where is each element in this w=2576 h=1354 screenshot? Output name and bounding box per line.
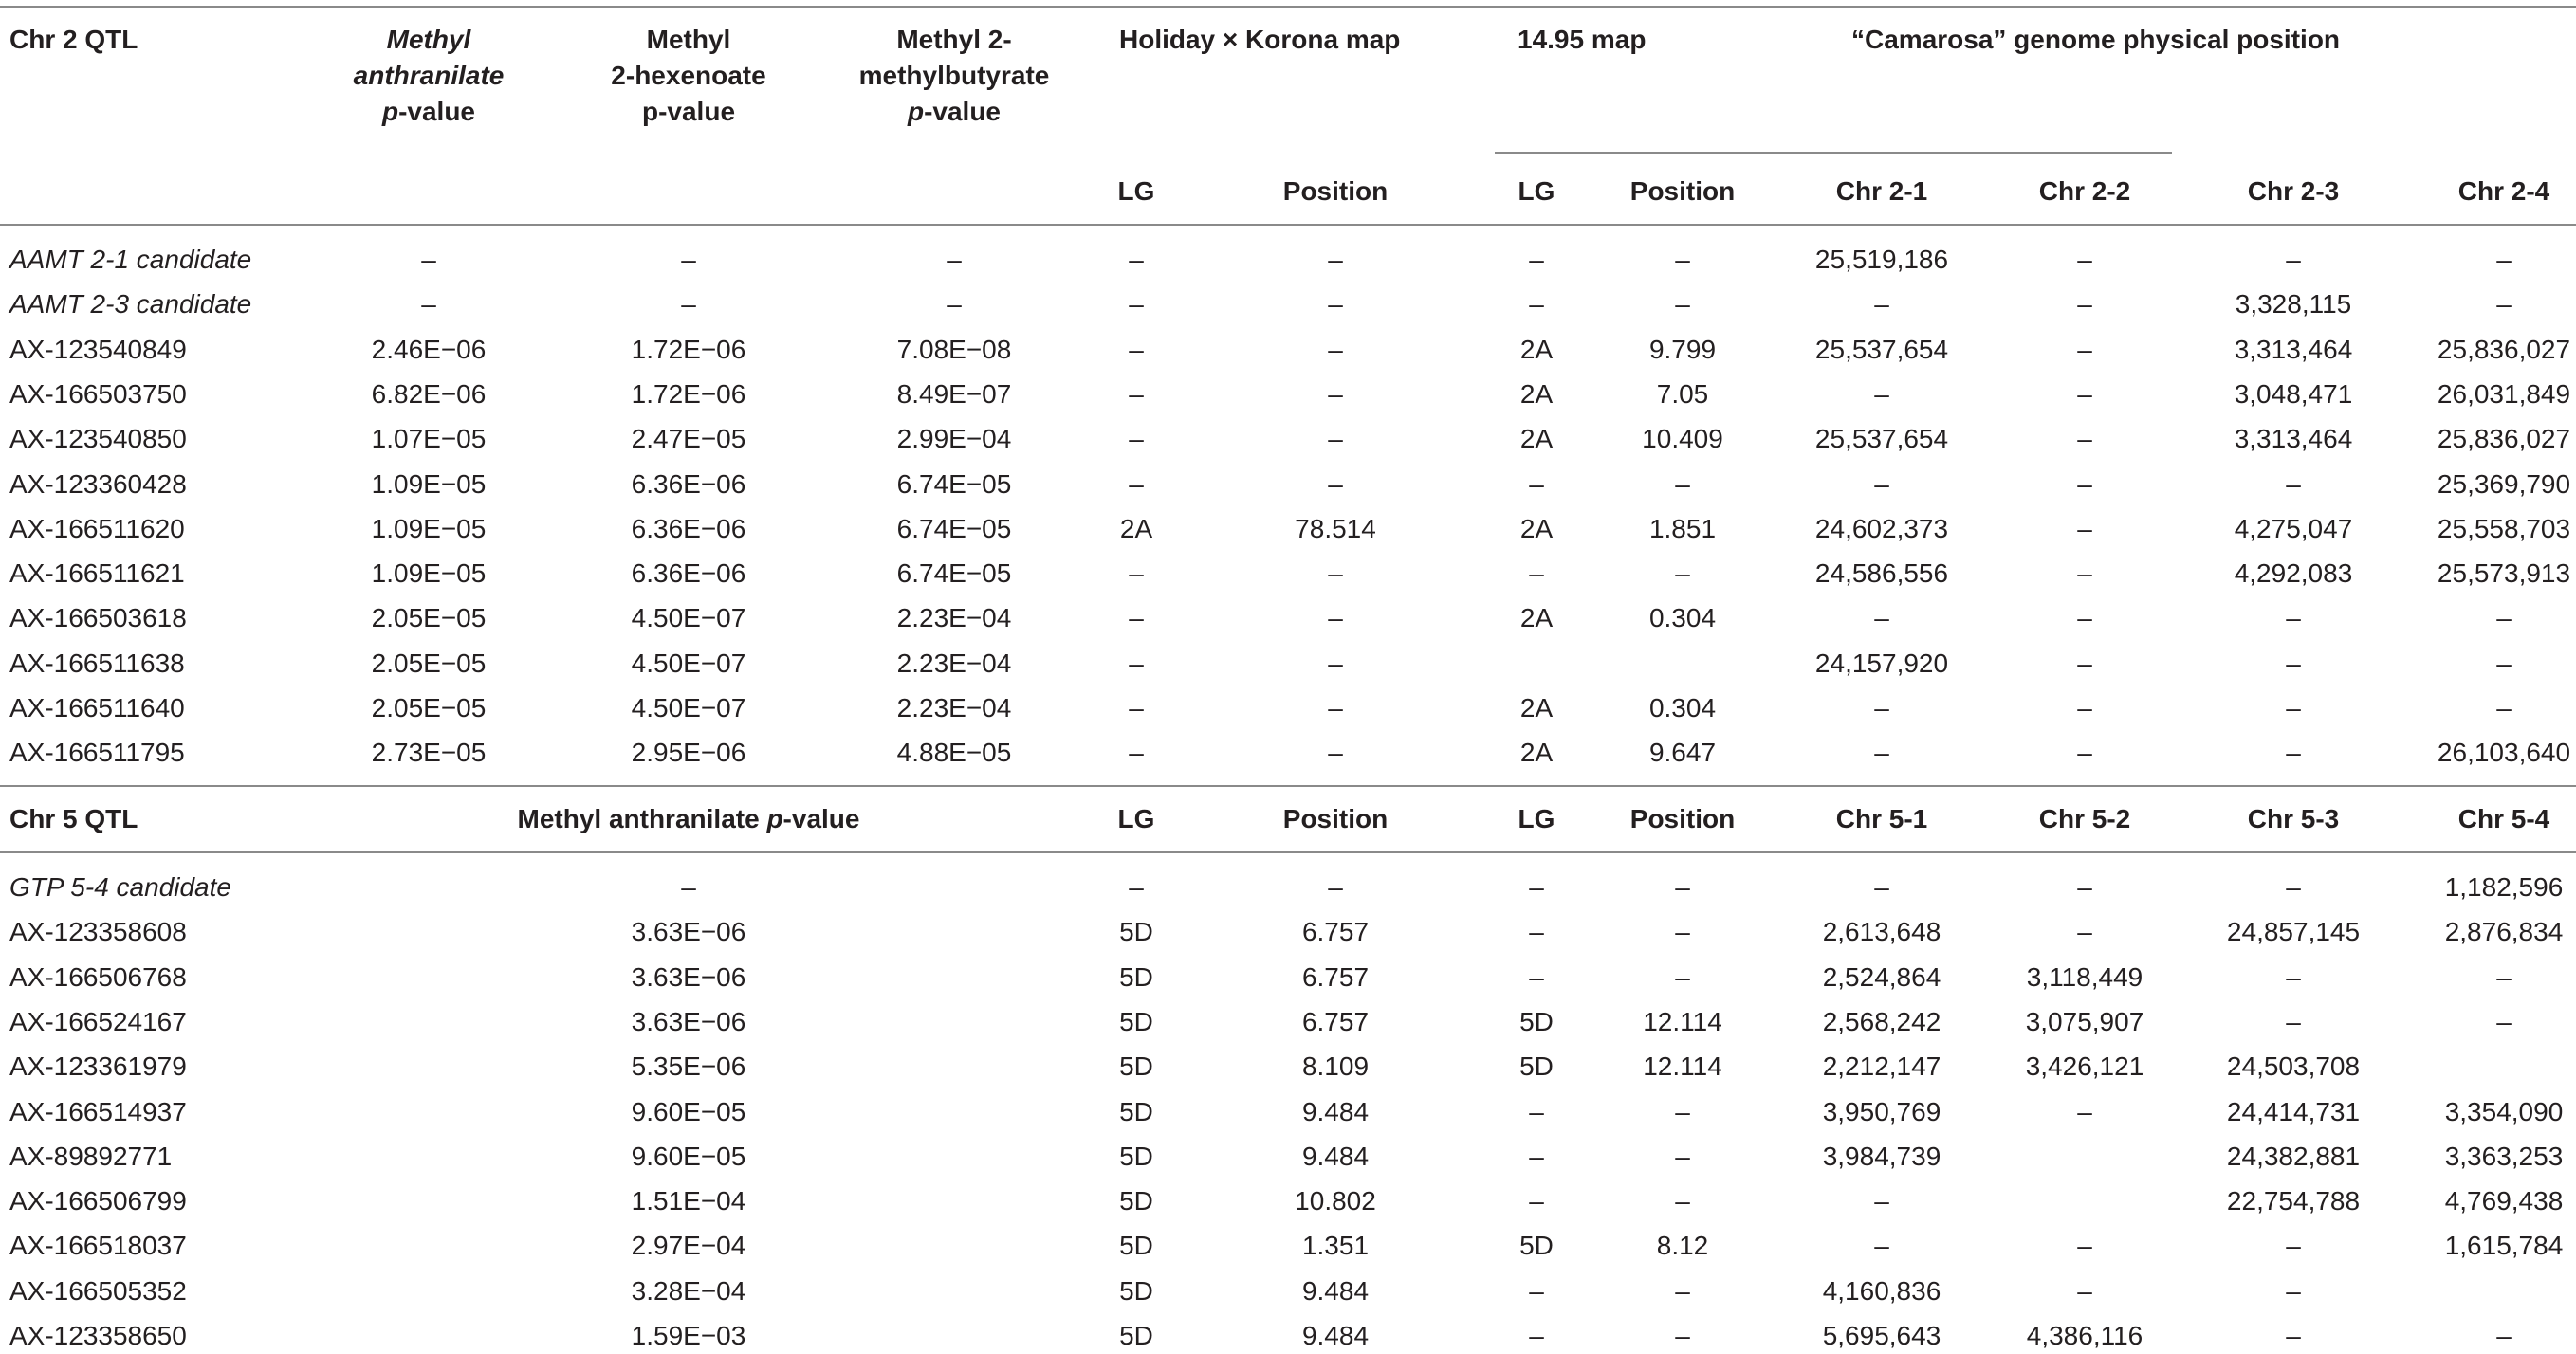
table-cell: 7.08E−08: [896, 335, 1012, 364]
table-cell: –: [2077, 693, 2092, 723]
table-cell: 3,118,449: [2026, 962, 2144, 992]
header-text-part: -value: [782, 804, 860, 833]
table-cell: 9.60E−05: [631, 1142, 746, 1171]
header-text-part: p: [381, 97, 399, 126]
chr5-subheader-0: LG: [1117, 804, 1155, 833]
row-label: AX-166511638: [9, 649, 185, 678]
table-cell: –: [1129, 649, 1144, 678]
table-cell: 2.97E−04: [631, 1231, 746, 1260]
table-cell: –: [1529, 245, 1544, 274]
table-cell: –: [1129, 469, 1144, 499]
row-label: AX-166505352: [9, 1276, 187, 1306]
table-cell: –: [2286, 603, 2301, 632]
table-cell: 4.50E−07: [631, 693, 746, 723]
table-cell: 6.36E−06: [631, 558, 746, 588]
table-cell: 6.74E−05: [896, 469, 1012, 499]
table-cell: –: [2077, 379, 2092, 409]
table-cell: 2.23E−04: [896, 693, 1012, 723]
chr5-header-rule: [0, 851, 2576, 853]
table-cell: –: [681, 245, 696, 274]
table-cell: –: [1529, 872, 1544, 902]
table-cell: –: [1129, 558, 1144, 588]
chr5-title: Chr 5 QTL: [9, 804, 138, 833]
table-cell: 78.514: [1295, 514, 1376, 543]
row-label: AX-166524167: [9, 1007, 187, 1036]
table-cell: –: [2286, 872, 2301, 902]
table-cell: 9.60E−05: [631, 1097, 746, 1126]
table-cell: –: [1675, 1321, 1690, 1350]
table-cell: –: [1129, 603, 1144, 632]
table-cell: 2A: [1519, 424, 1554, 453]
table-cell: 6.74E−05: [896, 514, 1012, 543]
table-cell: 5D: [1119, 1231, 1153, 1260]
table-cell: 1.72E−06: [631, 335, 746, 364]
table-cell: 1.07E−05: [371, 424, 487, 453]
table-cell: 24,414,731: [2226, 1097, 2361, 1126]
table-cell: –: [681, 872, 696, 902]
table-cell: 2A: [1519, 379, 1554, 409]
table-cell: 1,182,596: [2444, 872, 2564, 902]
table-cell: 5D: [1119, 1142, 1153, 1171]
table-cell: 6.82E−06: [371, 379, 487, 409]
table-cell: –: [1874, 289, 1889, 319]
table-cell: 9.799: [1648, 335, 1717, 364]
row-label: AX-123358650: [9, 1321, 187, 1350]
header-text-part: p: [766, 804, 783, 833]
table-cell: 2,524,864: [1822, 962, 1941, 992]
table-cell: 6.74E−05: [896, 558, 1012, 588]
table-cell: 24,382,881: [2226, 1142, 2361, 1171]
table-cell: –: [1675, 469, 1690, 499]
table-cell: 4.50E−07: [631, 649, 746, 678]
table-cell: –: [2286, 1321, 2301, 1350]
table-cell: 3,363,253: [2444, 1142, 2564, 1171]
table-cell: –: [1675, 917, 1690, 946]
table-cell: 1.72E−06: [631, 379, 746, 409]
table-cell: 2.47E−05: [631, 424, 746, 453]
table-cell: –: [1675, 1276, 1690, 1306]
table-cell: –: [2077, 1097, 2092, 1126]
chr5-subheader-3: Position: [1629, 804, 1736, 833]
row-label: GTP 5-4 candidate: [9, 872, 231, 902]
table-cell: 25,537,654: [1814, 424, 1949, 453]
table-cell: –: [1529, 1186, 1544, 1216]
table-cell: –: [2496, 649, 2512, 678]
table-cell: –: [2077, 1231, 2092, 1260]
subheader-4: Chr 2-1: [1835, 176, 1928, 206]
table-cell: –: [2077, 738, 2092, 767]
subheader-2: LG: [1518, 176, 1555, 206]
subheader-3: Position: [1629, 176, 1736, 206]
table-cell: 25,558,703: [2437, 514, 2571, 543]
table-cell: –: [2077, 872, 2092, 902]
table-cell: 2A: [1519, 738, 1554, 767]
table-cell: –: [1529, 558, 1544, 588]
table-cell: 9.647: [1648, 738, 1717, 767]
table-cell: 5D: [1119, 1186, 1153, 1216]
table-cell: 4,769,438: [2444, 1186, 2564, 1216]
chr5-subheader-4: Chr 5-1: [1835, 804, 1928, 833]
table-cell: 1.51E−04: [631, 1186, 746, 1216]
row-label: AX-166511620: [9, 514, 185, 543]
header-mb-line1: Methyl 2-: [896, 25, 1012, 54]
table-cell: 24,857,145: [2226, 917, 2361, 946]
table-cell: –: [2077, 649, 2092, 678]
header-1495-map: 14.95 map: [1518, 25, 1647, 54]
table-cell: –: [2077, 335, 2092, 364]
table-cell: 5D: [1119, 962, 1153, 992]
table-cell: 24,503,708: [2226, 1052, 2361, 1081]
header-text-part: -value: [398, 97, 476, 126]
table-cell: 9.484: [1301, 1097, 1370, 1126]
row-label: AAMT 2-1 candidate: [9, 245, 252, 274]
table-cell: 3,426,121: [2025, 1052, 2144, 1081]
table-cell: 8.109: [1301, 1052, 1370, 1081]
table-cell: 2A: [1519, 603, 1554, 632]
table-cell: –: [1675, 872, 1690, 902]
table-cell: 6.757: [1301, 962, 1370, 992]
chr2-title: Chr 2 QTL: [9, 25, 138, 54]
table-cell: –: [2286, 1231, 2301, 1260]
table-cell: –: [1874, 469, 1889, 499]
table-cell: 12.114: [1643, 1007, 1722, 1036]
header-ma-line2: anthranilate: [353, 61, 505, 90]
table-cell: –: [1675, 1142, 1690, 1171]
table-cell: 3,984,739: [1822, 1142, 1941, 1171]
table-cell: 3.63E−06: [631, 962, 746, 992]
table-cell: 25,836,027: [2437, 335, 2571, 364]
table-cell: 2.05E−05: [371, 603, 487, 632]
table-cell: 26,103,640: [2437, 738, 2571, 767]
table-cell: –: [2077, 603, 2092, 632]
table-cell: 8.49E−07: [896, 379, 1012, 409]
table-cell: –: [1874, 693, 1889, 723]
table-cell: 25,836,027: [2437, 424, 2571, 453]
table-cell: –: [1129, 379, 1144, 409]
chr5-subheader-7: Chr 5-4: [2457, 804, 2550, 833]
table-cell: 6.757: [1301, 917, 1370, 946]
row-label: AX-166518037: [9, 1231, 187, 1260]
table-cell: 6.36E−06: [631, 469, 746, 499]
table-cell: 25,369,790: [2437, 469, 2571, 499]
table-cell: –: [1328, 603, 1343, 632]
table-cell: 5D: [1119, 1321, 1153, 1350]
table-cell: 1.09E−05: [371, 558, 487, 588]
table-cell: –: [1129, 693, 1144, 723]
table-cell: –: [1675, 962, 1690, 992]
subheader-0: LG: [1117, 176, 1155, 206]
chr5-header-ma: [451, 802, 926, 836]
table-cell: 2.23E−04: [896, 649, 1012, 678]
table-cell: –: [1874, 379, 1889, 409]
table-cell: 2A: [1519, 514, 1554, 543]
table-cell: –: [2077, 245, 2092, 274]
subheader-5: Chr 2-2: [2038, 176, 2131, 206]
header-ma-line3: [286, 95, 571, 129]
chr2-header-rule: [0, 224, 2576, 226]
table-cell: –: [2496, 1007, 2512, 1036]
table-cell: 3,328,115: [2235, 289, 2352, 319]
table-cell: –: [1529, 1142, 1544, 1171]
table-cell: 10.802: [1295, 1186, 1376, 1216]
table-cell: 1,615,784: [2444, 1231, 2564, 1260]
table-cell: –: [1328, 558, 1343, 588]
table-cell: –: [1328, 693, 1343, 723]
header-ma-line1: Methyl: [386, 25, 471, 54]
row-label: AX-166514937: [9, 1097, 187, 1126]
table-cell: –: [1675, 245, 1690, 274]
table-cell: 22,754,788: [2226, 1186, 2361, 1216]
table-cell: –: [1328, 289, 1343, 319]
table-cell: –: [681, 289, 696, 319]
table-cell: –: [1675, 289, 1690, 319]
table-cell: 3.63E−06: [631, 1007, 746, 1036]
table-cell: –: [1328, 738, 1343, 767]
table-cell: –: [1328, 335, 1343, 364]
table-cell: 2,876,834: [2444, 917, 2564, 946]
row-label: AX-166503750: [9, 379, 187, 409]
table-cell: 26,031,849: [2437, 379, 2571, 409]
table-cell: 2A: [1519, 693, 1554, 723]
table-cell: –: [1328, 649, 1343, 678]
table-cell: –: [1675, 558, 1690, 588]
table-cell: 5D: [1119, 1052, 1153, 1081]
row-label: AX-166511640: [9, 693, 185, 723]
table-cell: –: [2286, 962, 2301, 992]
table-cell: 2.95E−06: [631, 738, 746, 767]
table-cell: –: [1874, 1231, 1889, 1260]
table-cell: –: [1129, 289, 1144, 319]
table-cell: 5D: [1119, 1007, 1153, 1036]
table-cell: 0.304: [1648, 693, 1717, 723]
row-label: AX-123540850: [9, 424, 187, 453]
table-cell: 24,586,556: [1814, 558, 1949, 588]
table-cell: 5D: [1119, 917, 1153, 946]
table-cell: 7.05: [1656, 379, 1709, 409]
table-cell: 5D: [1119, 1276, 1153, 1306]
table-cell: 1.09E−05: [371, 514, 487, 543]
table-cell: –: [1529, 962, 1544, 992]
table-cell: –: [1129, 424, 1144, 453]
table-cell: 3,313,464: [2234, 335, 2353, 364]
table-cell: –: [421, 245, 436, 274]
table-cell: –: [2077, 1276, 2092, 1306]
row-label: AAMT 2-3 candidate: [9, 289, 252, 319]
table-cell: –: [2286, 738, 2301, 767]
table-cell: 3.28E−04: [631, 1276, 746, 1306]
table-cell: –: [2286, 693, 2301, 723]
table-cell: 4,160,836: [1822, 1276, 1941, 1306]
table-cell: 4.50E−07: [631, 603, 746, 632]
table-cell: –: [2496, 603, 2512, 632]
table-cell: 2,613,648: [1822, 917, 1941, 946]
subheader-7: Chr 2-4: [2457, 176, 2550, 206]
table-cell: –: [1129, 245, 1144, 274]
table-cell: –: [2077, 514, 2092, 543]
table-cell: 5D: [1119, 1097, 1153, 1126]
table-cell: 8.12: [1656, 1231, 1709, 1260]
table-cell: 3,313,464: [2234, 424, 2353, 453]
table-cell: –: [947, 245, 962, 274]
chr5-subheader-6: Chr 5-3: [2247, 804, 2340, 833]
header-hex-line1: Methyl: [646, 25, 731, 54]
table-cell: 4,292,083: [2234, 558, 2353, 588]
table-cell: 3,354,090: [2444, 1097, 2564, 1126]
table-cell: –: [421, 289, 436, 319]
table-cell: –: [2496, 245, 2512, 274]
table-cell: 2.05E−05: [371, 693, 487, 723]
table-cell: –: [1529, 289, 1544, 319]
table-cell: 2.46E−06: [371, 335, 487, 364]
table-cell: 4,275,047: [2234, 514, 2353, 543]
row-label: AX-123358608: [9, 917, 187, 946]
table-cell: –: [1529, 469, 1544, 499]
header-hex-line2: 2-hexenoate: [611, 61, 766, 90]
table-cell: 6.757: [1301, 1007, 1370, 1036]
table-cell: 6.36E−06: [631, 514, 746, 543]
table-cell: –: [1874, 1186, 1889, 1216]
subheader-1: Position: [1282, 176, 1389, 206]
top-rule: [0, 6, 2576, 8]
table-cell: 2.05E−05: [371, 649, 487, 678]
chr5-top-rule: [0, 785, 2576, 787]
header-camarosa-position: “Camarosa” genome physical position: [1851, 25, 2341, 54]
row-label: AX-123540849: [9, 335, 187, 364]
table-cell: –: [1529, 1321, 1544, 1350]
chr5-subheader-2: LG: [1518, 804, 1555, 833]
row-label: AX-89892771: [9, 1142, 173, 1171]
table-cell: –: [947, 289, 962, 319]
table-cell: 2.23E−04: [896, 603, 1012, 632]
header-mb-line2: methylbutyrate: [858, 61, 1050, 90]
table-cell: 5D: [1519, 1231, 1554, 1260]
table-cell: 9.484: [1301, 1276, 1370, 1306]
table-cell: –: [2496, 962, 2512, 992]
table-cell: 3,048,471: [2234, 379, 2353, 409]
table-cell: –: [2286, 649, 2301, 678]
table-cell: 1.59E−03: [631, 1321, 746, 1350]
table-cell: –: [2496, 693, 2512, 723]
table-cell: –: [1529, 917, 1544, 946]
row-label: AX-166503618: [9, 603, 187, 632]
table-cell: 5.35E−06: [631, 1052, 746, 1081]
row-label: AX-166511621: [9, 558, 185, 588]
header-text-part: -value: [924, 97, 1002, 126]
chr5-subheader-5: Chr 5-2: [2038, 804, 2131, 833]
table-cell: 12.114: [1643, 1052, 1722, 1081]
row-label: AX-123360428: [9, 469, 187, 499]
header-hex-line3: p-value: [641, 97, 736, 126]
table-cell: 0.304: [1648, 603, 1717, 632]
table-cell: 1.351: [1301, 1231, 1370, 1260]
table-cell: 5D: [1519, 1052, 1554, 1081]
table-cell: 24,157,920: [1814, 649, 1949, 678]
table-cell: 2A: [1519, 335, 1554, 364]
table-cell: 4,386,116: [2026, 1321, 2144, 1350]
table-cell: 2.99E−04: [896, 424, 1012, 453]
header-text-part: Methyl anthranilate: [517, 804, 767, 833]
table-cell: –: [1874, 603, 1889, 632]
table-cell: 2,568,242: [1822, 1007, 1941, 1036]
row-label: AX-166511795: [9, 738, 185, 767]
header-text-part: p: [907, 97, 925, 126]
header-mb-line3: [812, 95, 1096, 129]
table-cell: 2,212,147: [1822, 1052, 1941, 1081]
chr5-subheader-1: Position: [1282, 804, 1389, 833]
table-cell: 3,950,769: [1822, 1097, 1941, 1126]
table-cell: 5,695,643: [1822, 1321, 1941, 1350]
table-cell: –: [1675, 1097, 1690, 1126]
table-cell: 4.88E−05: [896, 738, 1012, 767]
table-cell: 9.484: [1301, 1142, 1370, 1171]
table-cell: 3.63E−06: [631, 917, 746, 946]
table-cell: –: [1129, 872, 1144, 902]
table-cell: –: [2496, 289, 2512, 319]
table-cell: 24,602,373: [1814, 514, 1949, 543]
table-cell: –: [2286, 469, 2301, 499]
table-cell: –: [2077, 469, 2092, 499]
header-holiday-korona-map: Holiday × Korona map: [1119, 25, 1401, 54]
table-cell: –: [2286, 1276, 2301, 1306]
table-cell: –: [2077, 917, 2092, 946]
table-cell: 25,573,913: [2437, 558, 2571, 588]
table-cell: 1.851: [1648, 514, 1717, 543]
subheader-6: Chr 2-3: [2247, 176, 2340, 206]
table-cell: –: [1129, 738, 1144, 767]
row-label: AX-166506799: [9, 1186, 187, 1216]
table-cell: –: [1529, 1097, 1544, 1126]
table-cell: –: [2496, 1321, 2512, 1350]
table-cell: –: [1328, 245, 1343, 274]
row-label: AX-166506768: [9, 962, 187, 992]
table-cell: 25,519,186: [1814, 245, 1949, 274]
table-cell: –: [2077, 424, 2092, 453]
table-cell: 2.73E−05: [371, 738, 487, 767]
table-cell: –: [1328, 469, 1343, 499]
table-cell: –: [1328, 379, 1343, 409]
table-cell: –: [2077, 289, 2092, 319]
table-cell: –: [1675, 1186, 1690, 1216]
table-cell: 3,075,907: [2025, 1007, 2144, 1036]
table-cell: –: [1874, 872, 1889, 902]
table-cell: –: [2077, 558, 2092, 588]
table-cell: –: [1328, 424, 1343, 453]
table-cell: 2A: [1119, 514, 1153, 543]
table-cell: –: [2286, 245, 2301, 274]
group-rule-1495-camarosa: [1495, 152, 2172, 154]
table-cell: 1.09E−05: [371, 469, 487, 499]
table-cell: –: [1129, 335, 1144, 364]
table-cell: –: [2286, 1007, 2301, 1036]
table-cell: –: [1874, 738, 1889, 767]
table-cell: 25,537,654: [1814, 335, 1949, 364]
row-label: AX-123361979: [9, 1052, 187, 1081]
table-cell: 10.409: [1642, 424, 1723, 453]
table-cell: –: [1328, 872, 1343, 902]
table-cell: –: [1529, 1276, 1544, 1306]
table-cell: 5D: [1519, 1007, 1554, 1036]
table-cell: 9.484: [1301, 1321, 1370, 1350]
